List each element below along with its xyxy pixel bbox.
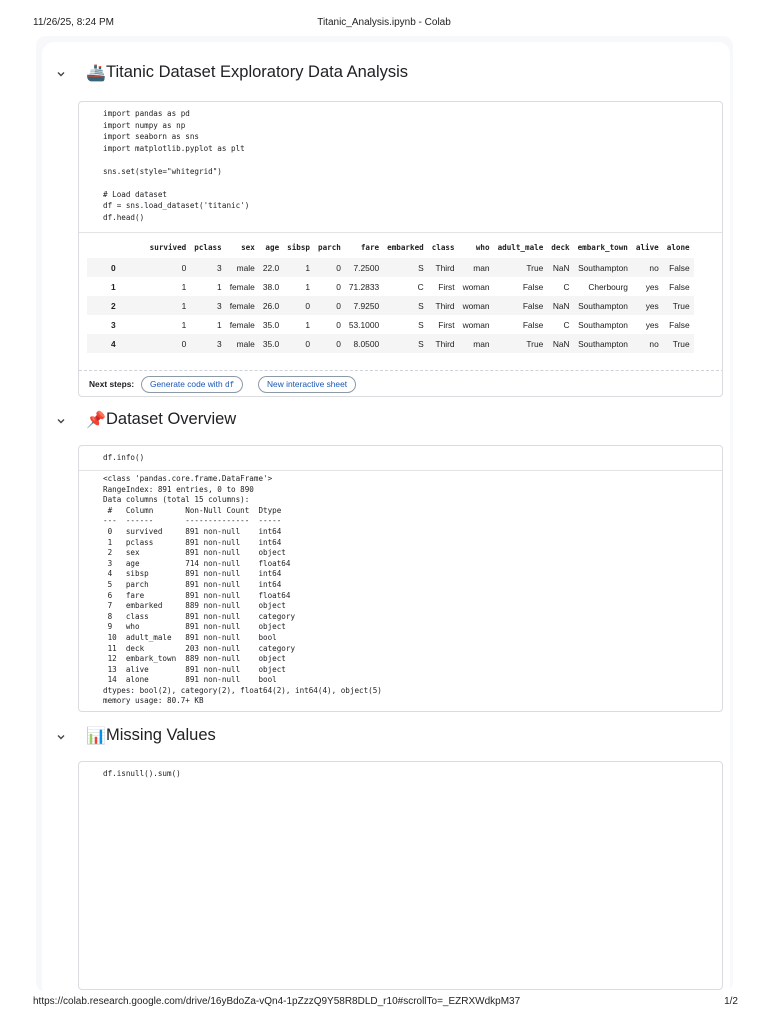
table-cell: True: [663, 296, 694, 315]
table-cell: NaN: [547, 334, 573, 353]
generate-code-variable: df: [224, 380, 235, 389]
column-header: sex: [241, 242, 255, 252]
output-divider: [79, 470, 723, 471]
column-header: [87, 236, 146, 258]
table-cell: 8.0500: [345, 334, 383, 353]
output-divider: [79, 232, 723, 233]
table-cell: Southampton: [574, 258, 632, 277]
row-index: 4: [87, 334, 146, 353]
table-cell: C: [417, 281, 424, 292]
table-cell: 0: [314, 296, 345, 315]
table-cell: First: [438, 319, 455, 330]
table-cell: False: [494, 296, 548, 315]
chevron-down-icon[interactable]: [54, 730, 68, 744]
chevron-down-icon[interactable]: [54, 414, 68, 428]
print-footer: [0, 996, 768, 1010]
code-cell-info[interactable]: [78, 445, 723, 712]
code-cell-isnull[interactable]: [78, 761, 723, 990]
code-editor[interactable]: import pandas as pd import numpy as np import seaborn as sns import matplotlib.pyplot as plt sns.set(style="whitegrid") # Load dataset df = sns.load_dataset('titanic') df.head(): [103, 109, 250, 222]
column-header: age: [265, 242, 280, 252]
column-header: survived: [149, 242, 187, 252]
table-cell: 0: [314, 334, 345, 353]
table-cell: Third: [428, 296, 459, 315]
table-cell: First: [438, 281, 455, 292]
new-interactive-sheet-button[interactable]: New interactive sheet: [258, 376, 356, 393]
section-header-eda: [42, 61, 730, 89]
table-cell: 0: [283, 296, 314, 315]
table-cell: 35.0: [259, 334, 283, 353]
table-cell: 71.2833: [348, 281, 380, 292]
table-cell: True: [663, 334, 694, 353]
table-cell: S: [418, 319, 424, 330]
column-header: adult_male: [497, 242, 544, 252]
table-cell: no: [632, 334, 663, 353]
table-cell: 1: [146, 296, 191, 315]
ship-icon: 🚢: [86, 65, 106, 82]
table-cell: 22.0: [259, 258, 283, 277]
table-cell: woman: [462, 281, 490, 292]
table-cell: True: [494, 258, 548, 277]
table-cell: yes: [645, 281, 659, 292]
table-cell: 0: [336, 281, 341, 292]
table-row: [87, 277, 694, 296]
table-cell: False: [522, 281, 544, 292]
table-cell: 1: [283, 258, 314, 277]
code-cell-load-dataset[interactable]: [78, 101, 723, 397]
column-header: deck: [551, 242, 570, 252]
table-row: [87, 315, 694, 334]
dataframe-table: [87, 236, 694, 353]
section-header-overview: [42, 408, 730, 436]
table-cell: 1: [217, 319, 222, 330]
print-header: [0, 17, 768, 31]
table-cell: female: [229, 281, 255, 292]
table-cell: male: [226, 334, 259, 353]
table-cell: False: [669, 281, 690, 292]
table-cell: male: [226, 258, 259, 277]
table-cell: NaN: [547, 258, 573, 277]
print-date: 11/26/25, 8:24 PM: [33, 17, 114, 28]
table-header-row: [87, 236, 694, 258]
column-header: alive: [635, 242, 659, 252]
notebook-content: [42, 42, 730, 992]
table-cell: yes: [645, 319, 659, 330]
table-cell: Southampton: [574, 334, 632, 353]
table-cell: 7.2500: [345, 258, 383, 277]
table-body: [87, 258, 694, 353]
column-header: fare: [360, 242, 380, 252]
table-cell: 53.1000: [348, 319, 380, 330]
table-cell: yes: [632, 296, 663, 315]
table-cell: 38.0: [262, 281, 280, 292]
table-cell: 3: [190, 296, 225, 315]
print-url: https://colab.research.google.com/drive/16yBdoZa-vQn4-1pZzzQ9Y58R8DLD_r10#scrollTo=_EZRXWdkpM37: [33, 996, 521, 1007]
table-cell: 3: [190, 258, 225, 277]
table-cell: Cherbourg: [588, 281, 628, 292]
table-cell: S: [383, 334, 428, 353]
column-header: embark_town: [577, 242, 628, 252]
notebook: [36, 36, 733, 992]
column-header: sibsp: [287, 242, 310, 252]
table-cell: False: [522, 319, 544, 330]
table-cell: female: [229, 319, 255, 330]
column-header: parch: [318, 242, 341, 252]
table-cell: Southampton: [574, 296, 632, 315]
bar-chart-icon: 📊: [86, 728, 106, 745]
section-header-missing: [42, 724, 730, 752]
table-cell: Third: [428, 334, 459, 353]
pin-icon: 📌: [86, 412, 106, 429]
table-cell: NaN: [547, 296, 573, 315]
table-cell: 3: [190, 334, 225, 353]
table-cell: True: [494, 334, 548, 353]
print-title: Titanic_Analysis.ipynb - Colab: [317, 17, 451, 28]
column-header: pclass: [194, 242, 222, 252]
table-cell: 7.9250: [345, 296, 383, 315]
table-cell: 1: [305, 319, 310, 330]
table-cell: S: [383, 296, 428, 315]
table-row: [87, 258, 694, 277]
table-cell: 1: [181, 319, 187, 330]
table-cell: Southampton: [578, 319, 628, 330]
row-index: 2: [87, 296, 146, 315]
table-cell: 1: [217, 281, 222, 292]
table-cell: 35.0: [262, 319, 280, 330]
table-cell: C: [563, 319, 570, 330]
table-cell: 26.0: [259, 296, 283, 315]
generate-code-button[interactable]: [141, 376, 243, 393]
column-header: embarked: [387, 242, 424, 252]
table-cell: no: [632, 258, 663, 277]
table-cell: 0: [336, 319, 341, 330]
table-cell: 0: [314, 258, 345, 277]
next-steps-label: Next steps:: [89, 379, 135, 389]
code-editor[interactable]: df.info(): [103, 453, 145, 462]
table-cell: S: [383, 258, 428, 277]
table-cell: False: [663, 258, 694, 277]
table-cell: woman: [462, 319, 490, 330]
section-heading: Missing Values: [106, 726, 216, 744]
next-steps-bar: [79, 370, 723, 397]
generate-code-label: Generate code with: [150, 379, 225, 389]
chevron-down-icon[interactable]: [54, 67, 68, 81]
row-index: 1: [111, 281, 116, 292]
table-cell: woman: [459, 296, 494, 315]
table-row: [87, 334, 694, 353]
table-cell: man: [459, 334, 494, 353]
code-editor[interactable]: df.isnull().sum(): [103, 769, 181, 778]
print-page-number: 1/2: [724, 996, 738, 1007]
table-cell: 0: [146, 334, 191, 353]
column-header: class: [431, 242, 455, 252]
info-output: <class 'pandas.core.frame.DataFrame'> RangeIndex: 891 entries, 0 to 890 Data columns (total 15 columns): # Column Non-Null Count Dtype --- ------ -------------- ----- 0 survived 891 non-null int64 1 pclass 891 non-null int64 2 sex 891 non-null object 3 age 714 non-null float64 4 sibsp 891 non-null int64 5 parch 891 non-null int64 6 fare 891 non-null float64 7 embarked 889 non-null object 8 class 891 non-null category 9 who 891 non-null object 10 adult_male 891 non-null bool 11 deck 203 non-null category 12 embark_town 889 non-null object 13 alive 891 non-null object 14 alone 891 non-null bool dtypes: bool(2), category(2), float64(2), int64(4), object(5) memory usage: 80.7+ KB: [103, 474, 382, 706]
table-cell: C: [563, 281, 570, 292]
table-cell: 0: [146, 258, 191, 277]
table-row: [87, 296, 694, 315]
column-header: alone: [666, 242, 690, 252]
table-cell: 1: [181, 281, 187, 292]
table-cell: False: [669, 319, 690, 330]
row-index: 0: [87, 258, 146, 277]
row-index: 3: [111, 319, 116, 330]
section-heading: Dataset Overview: [106, 410, 237, 428]
table-cell: female: [226, 296, 259, 315]
table-cell: 1: [305, 281, 310, 292]
column-header: who: [475, 242, 490, 252]
table-cell: Third: [428, 258, 459, 277]
table-cell: man: [459, 258, 494, 277]
section-heading: Titanic Dataset Exploratory Data Analysis: [106, 63, 409, 81]
table-cell: 0: [283, 334, 314, 353]
